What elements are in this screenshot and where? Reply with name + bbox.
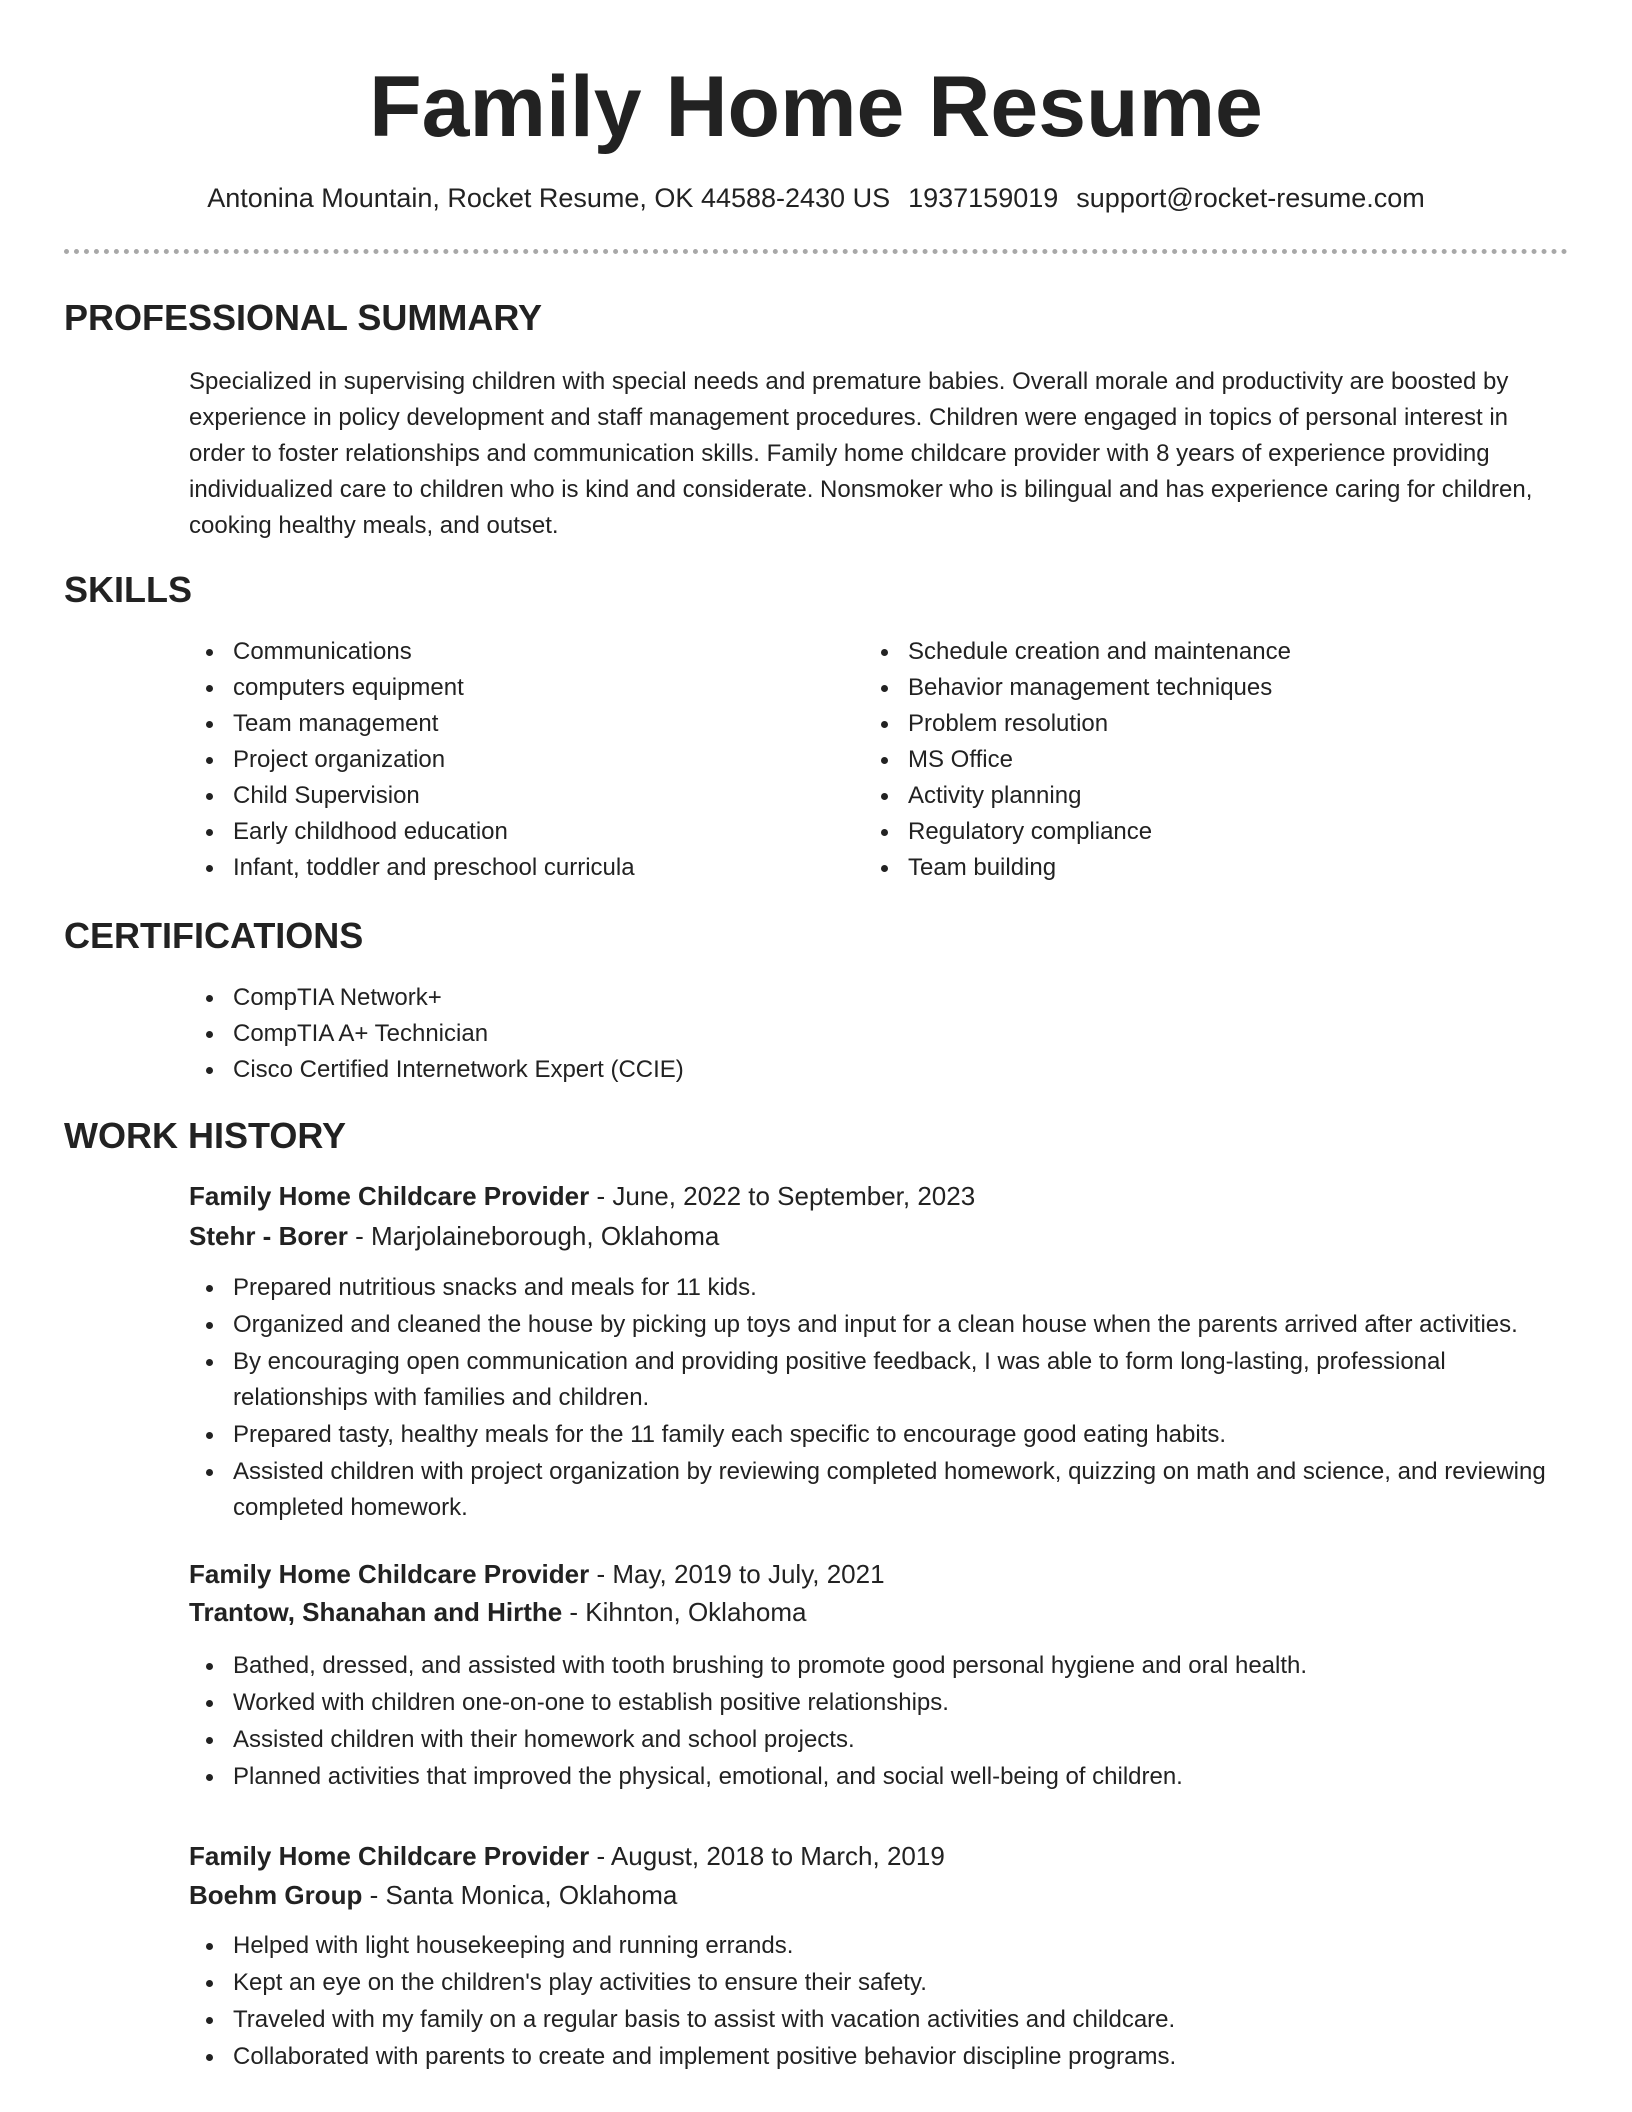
job-company: Stehr - Borer [189, 1221, 348, 1251]
header-divider [64, 249, 1568, 254]
job-location: - Kihnton, Oklahoma [562, 1597, 807, 1627]
job-title: Family Home Childcare Provider [189, 1841, 590, 1871]
job-company-line [189, 1877, 677, 1913]
job-duty: Assisted children with their homework and school projects. [189, 1722, 1569, 1758]
skill-item: MS Office [864, 742, 1544, 778]
skill-item: Child Supervision [189, 778, 849, 814]
job-title-line [189, 1838, 945, 1874]
job-duty: Prepared tasty, healthy meals for the 11 family each specific to encourage good eating habits. [189, 1417, 1569, 1453]
skill-item: Schedule creation and maintenance [864, 634, 1544, 670]
job-duty: Prepared nutritious snacks and meals for 11 kids. [189, 1270, 1569, 1306]
job-duty: Kept an eye on the children's play activities to ensure their safety. [189, 1965, 1569, 2001]
skill-item: Infant, toddler and preschool curricula [189, 850, 849, 886]
job-duty: Worked with children one-on-one to establish positive relationships. [189, 1685, 1569, 1721]
certification-item: Cisco Certified Internetwork Expert (CCIE) [189, 1052, 1389, 1088]
job-company: Trantow, Shanahan and Hirthe [189, 1597, 563, 1627]
job-dates: - May, 2019 to July, 2021 [589, 1559, 885, 1589]
skill-item: Regulatory compliance [864, 814, 1544, 850]
skill-item: Project organization [189, 742, 849, 778]
job-title-line [189, 1178, 975, 1214]
job-title-line [189, 1556, 885, 1592]
job-title: Family Home Childcare Provider [189, 1181, 590, 1211]
certifications-heading: CERTIFICATIONS [64, 915, 364, 956]
skill-item: computers equipment [189, 670, 849, 706]
job-duty: Traveled with my family on a regular basis to assist with vacation activities and childcare. [189, 2002, 1569, 2038]
certification-item: CompTIA Network+ [189, 980, 1389, 1016]
summary-heading: PROFESSIONAL SUMMARY [64, 297, 543, 338]
skill-item: Activity planning [864, 778, 1544, 814]
job-location: - Marjolaineborough, Oklahoma [347, 1221, 720, 1251]
job-duty: Planned activities that improved the physical, emotional, and social well-being of children. [189, 1759, 1569, 1795]
skill-item: Early childhood education [189, 814, 849, 850]
work-history-heading: WORK HISTORY [64, 1115, 347, 1156]
skill-item: Problem resolution [864, 706, 1544, 742]
job-duty: Organized and cleaned the house by picking up toys and input for a clean house when the parents arrived after activities. [189, 1307, 1569, 1343]
job-duties-list [189, 1270, 1569, 1527]
resume-title: Family Home Resume [369, 59, 1263, 155]
skills-list-left [189, 634, 849, 886]
skill-item: Team management [189, 706, 849, 742]
certifications-list [189, 980, 1389, 1088]
contact-email: support@rocket-resume.com [1076, 183, 1425, 213]
skills-heading: SKILLS [64, 569, 193, 610]
job-dates: - August, 2018 to March, 2019 [589, 1841, 945, 1871]
job-company-line [189, 1594, 806, 1630]
job-title: Family Home Childcare Provider [189, 1559, 590, 1589]
contact-line [0, 178, 1632, 218]
job-duty: Helped with light housekeeping and running errands. [189, 1928, 1569, 1964]
skill-item: Team building [864, 850, 1544, 886]
contact-address: Antonina Mountain, Rocket Resume, OK 44588-2430 US [207, 183, 891, 213]
summary-text: Specialized in supervising children with special needs and premature babies. Overall morale and productivity are boosted by experience in policy development and staff management procedures. Children were engaged in topics of personal interest in order to foster relationships and communication skills. Family home childcare provider with 8 years of experience providing individualized care to children who is kind and considerate. Nonsmoker who is bilingual and has experience caring for children, cooking healthy meals, and outset. [189, 368, 1533, 539]
job-duty: Collaborated with parents to create and implement positive behavior discipline programs. [189, 2039, 1569, 2075]
job-company-line [189, 1218, 719, 1254]
job-duties-list [189, 1648, 1569, 1796]
job-dates: - June, 2022 to September, 2023 [589, 1181, 976, 1211]
certification-item: CompTIA A+ Technician [189, 1016, 1389, 1052]
skill-item: Behavior management techniques [864, 670, 1544, 706]
job-company: Boehm Group [189, 1880, 363, 1910]
contact-phone: 1937159019 [908, 183, 1059, 213]
job-duty: Assisted children with project organization by reviewing completed homework, quizzing on math and science, and reviewing completed homework. [189, 1454, 1569, 1526]
job-location: - Santa Monica, Oklahoma [362, 1880, 678, 1910]
job-duty: By encouraging open communication and providing positive feedback, I was able to form long-lasting, professional relationships with families and children. [189, 1344, 1569, 1416]
job-duty: Bathed, dressed, and assisted with tooth brushing to promote good personal hygiene and oral health. [189, 1648, 1569, 1684]
job-duties-list [189, 1928, 1569, 2076]
skill-item: Communications [189, 634, 849, 670]
skills-list-right [864, 634, 1544, 886]
